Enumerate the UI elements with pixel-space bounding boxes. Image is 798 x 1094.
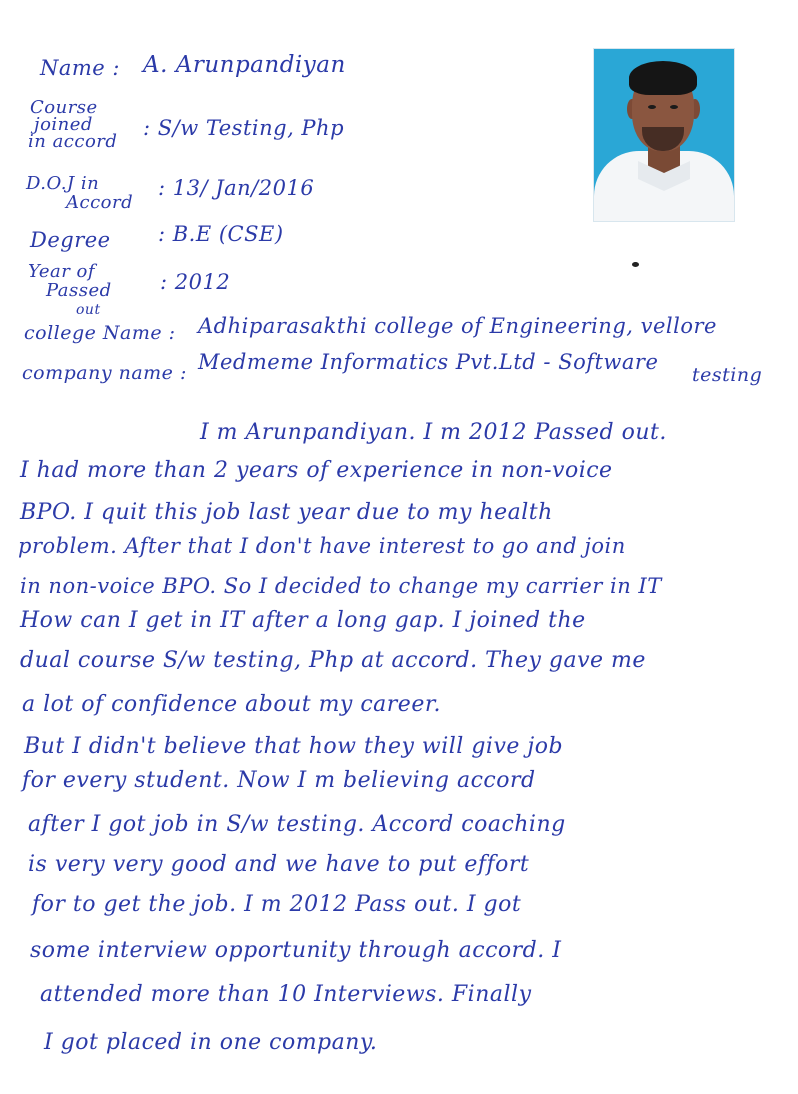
body-line: is very very good and we have to put effort: [28, 852, 530, 877]
body-line: for every student. Now I m believing accord: [22, 768, 536, 793]
company-value: Medmeme Informatics Pvt.Ltd - Software: [198, 350, 659, 374]
course-value: : S/w Testing, Php: [143, 116, 345, 140]
course-label-line1: Course: [30, 97, 98, 118]
year-label-line1: Year of: [28, 261, 96, 282]
doj-value: : 13/ Jan/2016: [158, 176, 315, 200]
body-line: How can I get in IT after a long gap. I joined the: [20, 608, 586, 633]
body-line: I got placed in one company.: [44, 1030, 378, 1055]
body-line: a lot of confidence about my career.: [22, 692, 441, 717]
body-line: dual course S/w testing, Php at accord. They gave me: [20, 648, 646, 673]
body-line: some interview opportunity through accord. I: [30, 938, 562, 963]
body-line: But I didn't believe that how they will give job: [24, 734, 564, 759]
degree-label: Degree: [30, 228, 111, 252]
profile-photo: [593, 48, 735, 222]
year-label-line3: out: [76, 302, 101, 318]
name-value: A. Arunpandiyan: [143, 52, 346, 78]
doj-label-line2: Accord: [66, 192, 134, 213]
course-label-line2: joined: [34, 114, 93, 135]
body-line: I m Arunpandiyan. I m 2012 Passed out.: [200, 420, 667, 445]
year-value: : 2012: [160, 270, 231, 294]
body-line: in non-voice BPO. So I decided to change my carrier in IT: [20, 574, 662, 598]
college-label: college Name :: [24, 322, 176, 344]
name-label: Name :: [40, 56, 120, 80]
body-line: attended more than 10 Interviews. Finally: [40, 982, 532, 1007]
body-line: problem. After that I don't have interest to go and join: [18, 534, 626, 558]
year-label-line2: Passed: [46, 280, 112, 301]
body-line: BPO. I quit this job last year due to my health: [20, 500, 553, 525]
college-value: Adhiparasakthi college of Engineering, vellore: [198, 314, 717, 338]
body-line: after I got job in S/w testing. Accord coaching: [28, 812, 566, 837]
ink-dot: [632, 262, 639, 267]
company-value-line2: testing: [692, 364, 763, 386]
body-line: for to get the job. I m 2012 Pass out. I got: [32, 892, 522, 917]
degree-value: : B.E (CSE): [158, 222, 284, 246]
doj-label-line1: D.O.J in: [26, 173, 100, 194]
company-label: company name :: [22, 362, 187, 384]
body-line: I had more than 2 years of experience in non-voice: [20, 458, 613, 483]
course-label-line3: in accord: [28, 131, 118, 152]
